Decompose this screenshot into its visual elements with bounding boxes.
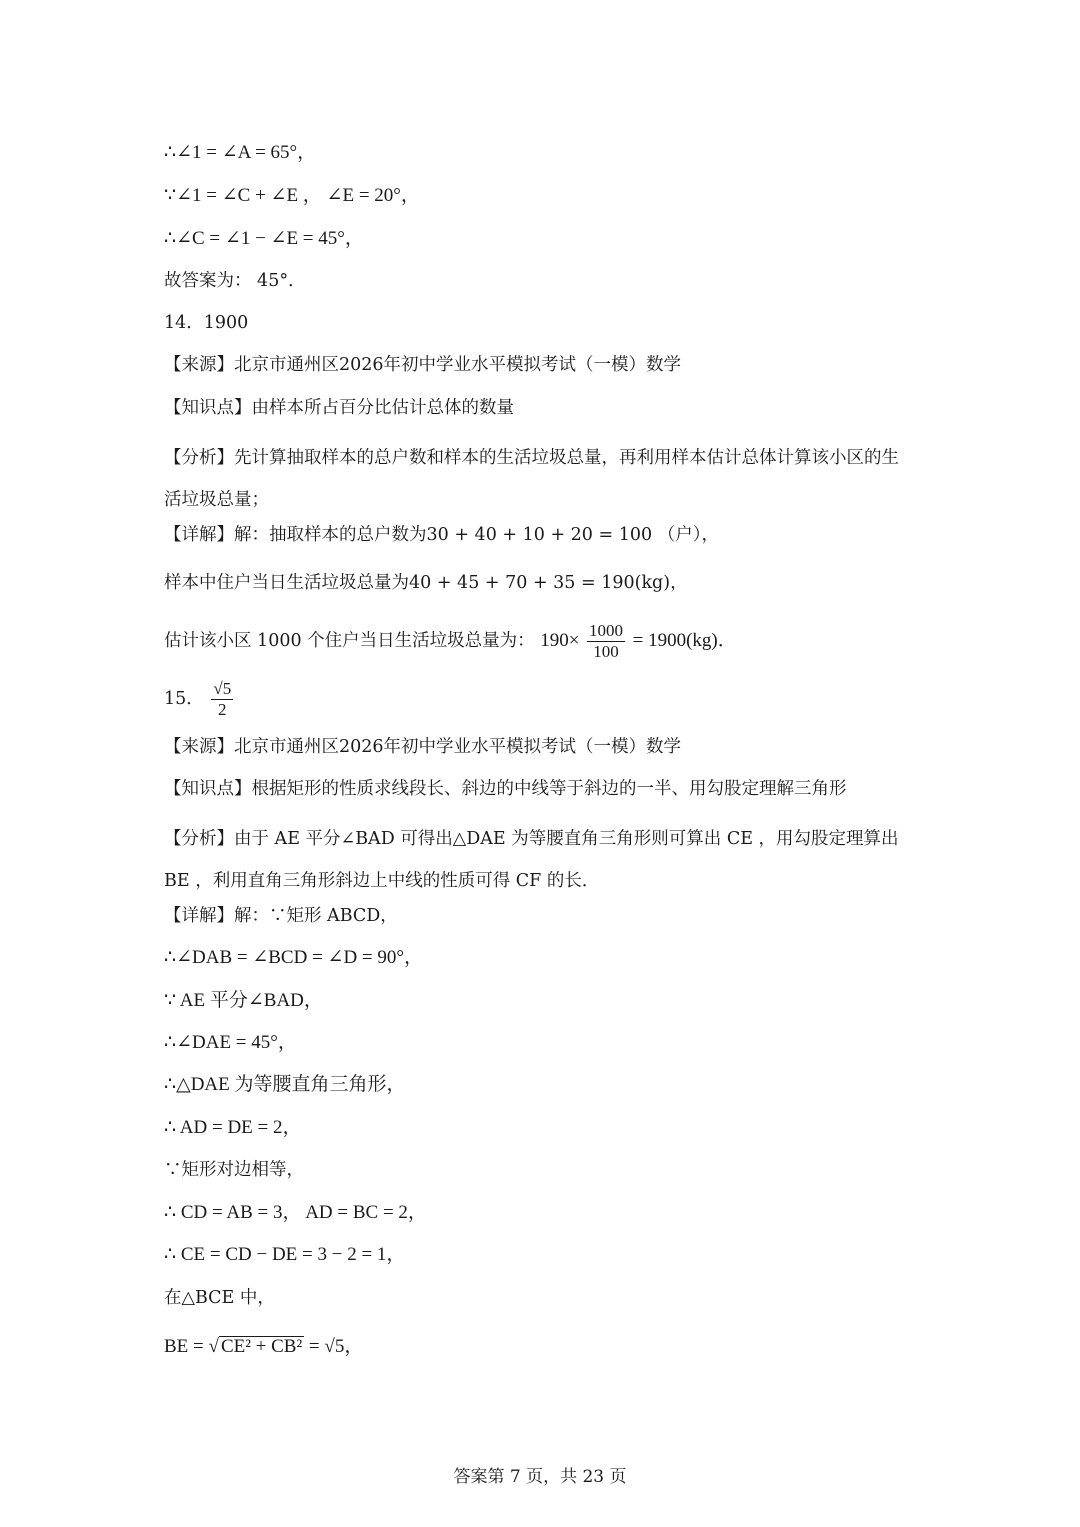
q15-step-8: ∴ CE = CD − DE = 3 − 2 = 1， (164, 1244, 406, 1265)
line-1: ∴∠1 = ∠A = 65°， (164, 142, 317, 163)
line-3: ∴∠C = ∠1 − ∠E = 45°， (164, 228, 364, 249)
estimate-tail: = 1900(kg)． (632, 630, 737, 651)
be-radicand: CE² + CB² (220, 1336, 303, 1357)
q15-denominator: 2 (218, 700, 227, 719)
q15-step-1: ∴∠DAB = ∠BCD = ∠D = 90°， (164, 947, 423, 968)
q14-source: 【来源】北京市通州区2026年初中学业水平模拟考试（一模）数学 (164, 355, 682, 375)
estimate-text: 估计该小区 1000 个住户当日生活垃圾总量为： (164, 631, 535, 651)
q15-label: 15． (164, 689, 204, 709)
q15-step-6: ∵矩形对边相等， (164, 1160, 304, 1180)
q14-solution-3 (164, 618, 737, 664)
q15-knowledge: 【知识点】根据矩形的性质求线段长、斜边的中线等于斜边的一半、用勾股定理解三角形 (164, 779, 847, 799)
question-14-answer: 14．1900 (164, 313, 249, 333)
q15-step-4: ∴△DAE 为等腰直角三角形， (164, 1074, 406, 1095)
line-4: 故答案为： 45°． (164, 271, 306, 291)
q15-analysis: 【分析】由于 AE 平分∠BAD 可得出△DAE 为等腰直角三角形则可算出 CE ，用勾股定理算出 BE ，利用直角三角形斜边上中线的性质可得 CF 的长． (164, 829, 899, 891)
q15-step-5: ∴ AD = DE = 2， (164, 1117, 302, 1138)
estimate-denominator: 100 (593, 642, 619, 661)
be-tail: = √5， (308, 1336, 364, 1357)
q15-source: 【来源】北京市通州区2026年初中学业水平模拟考试（一模）数学 (164, 737, 682, 757)
q15-fraction (211, 679, 233, 720)
question-15-answer (164, 676, 235, 722)
page-footer: 答案第 7 页，共 23 页 (453, 1467, 627, 1487)
q14-analysis: 【分析】先计算抽取样本的总户数和样本的生活垃圾总量，再利用样本估计总体计算该小区的生活垃圾总量； (164, 448, 899, 510)
be-lead: BE = (164, 1336, 204, 1357)
line-2: ∵∠1 = ∠C + ∠E ， ∠E = 20°， (164, 185, 420, 206)
q14-knowledge: 【知识点】由样本所占百分比估计总体的数量 (164, 398, 514, 418)
q15-step-10: BE = √ CE² + CB² = √5， (164, 1336, 364, 1357)
q15-step-3: ∴∠DAE = 45°， (164, 1032, 297, 1053)
q14-solution-1: 【详解】解：抽取样本的总户数为30 + 40 + 10 + 20 = 100 （户）， (164, 525, 719, 545)
estimate-fraction (587, 621, 625, 662)
estimate-lead: 190× (540, 630, 580, 651)
q15-solution-1: 【详解】解：∵矩形 ABCD， (164, 906, 398, 926)
q15-step-7: ∴ CD = AB = 3， AD = BC = 2， (164, 1202, 427, 1223)
q15-step-2: ∵ AE 平分∠BAD， (164, 990, 323, 1011)
q14-solution-2: 样本中住户当日生活垃圾总量为40 + 45 + 70 + 35 = 190(kg)， (164, 573, 688, 593)
q15-step-9: 在△BCE 中， (164, 1288, 275, 1308)
q15-numerator: √5 (213, 679, 232, 698)
estimate-numerator: 1000 (589, 621, 624, 640)
